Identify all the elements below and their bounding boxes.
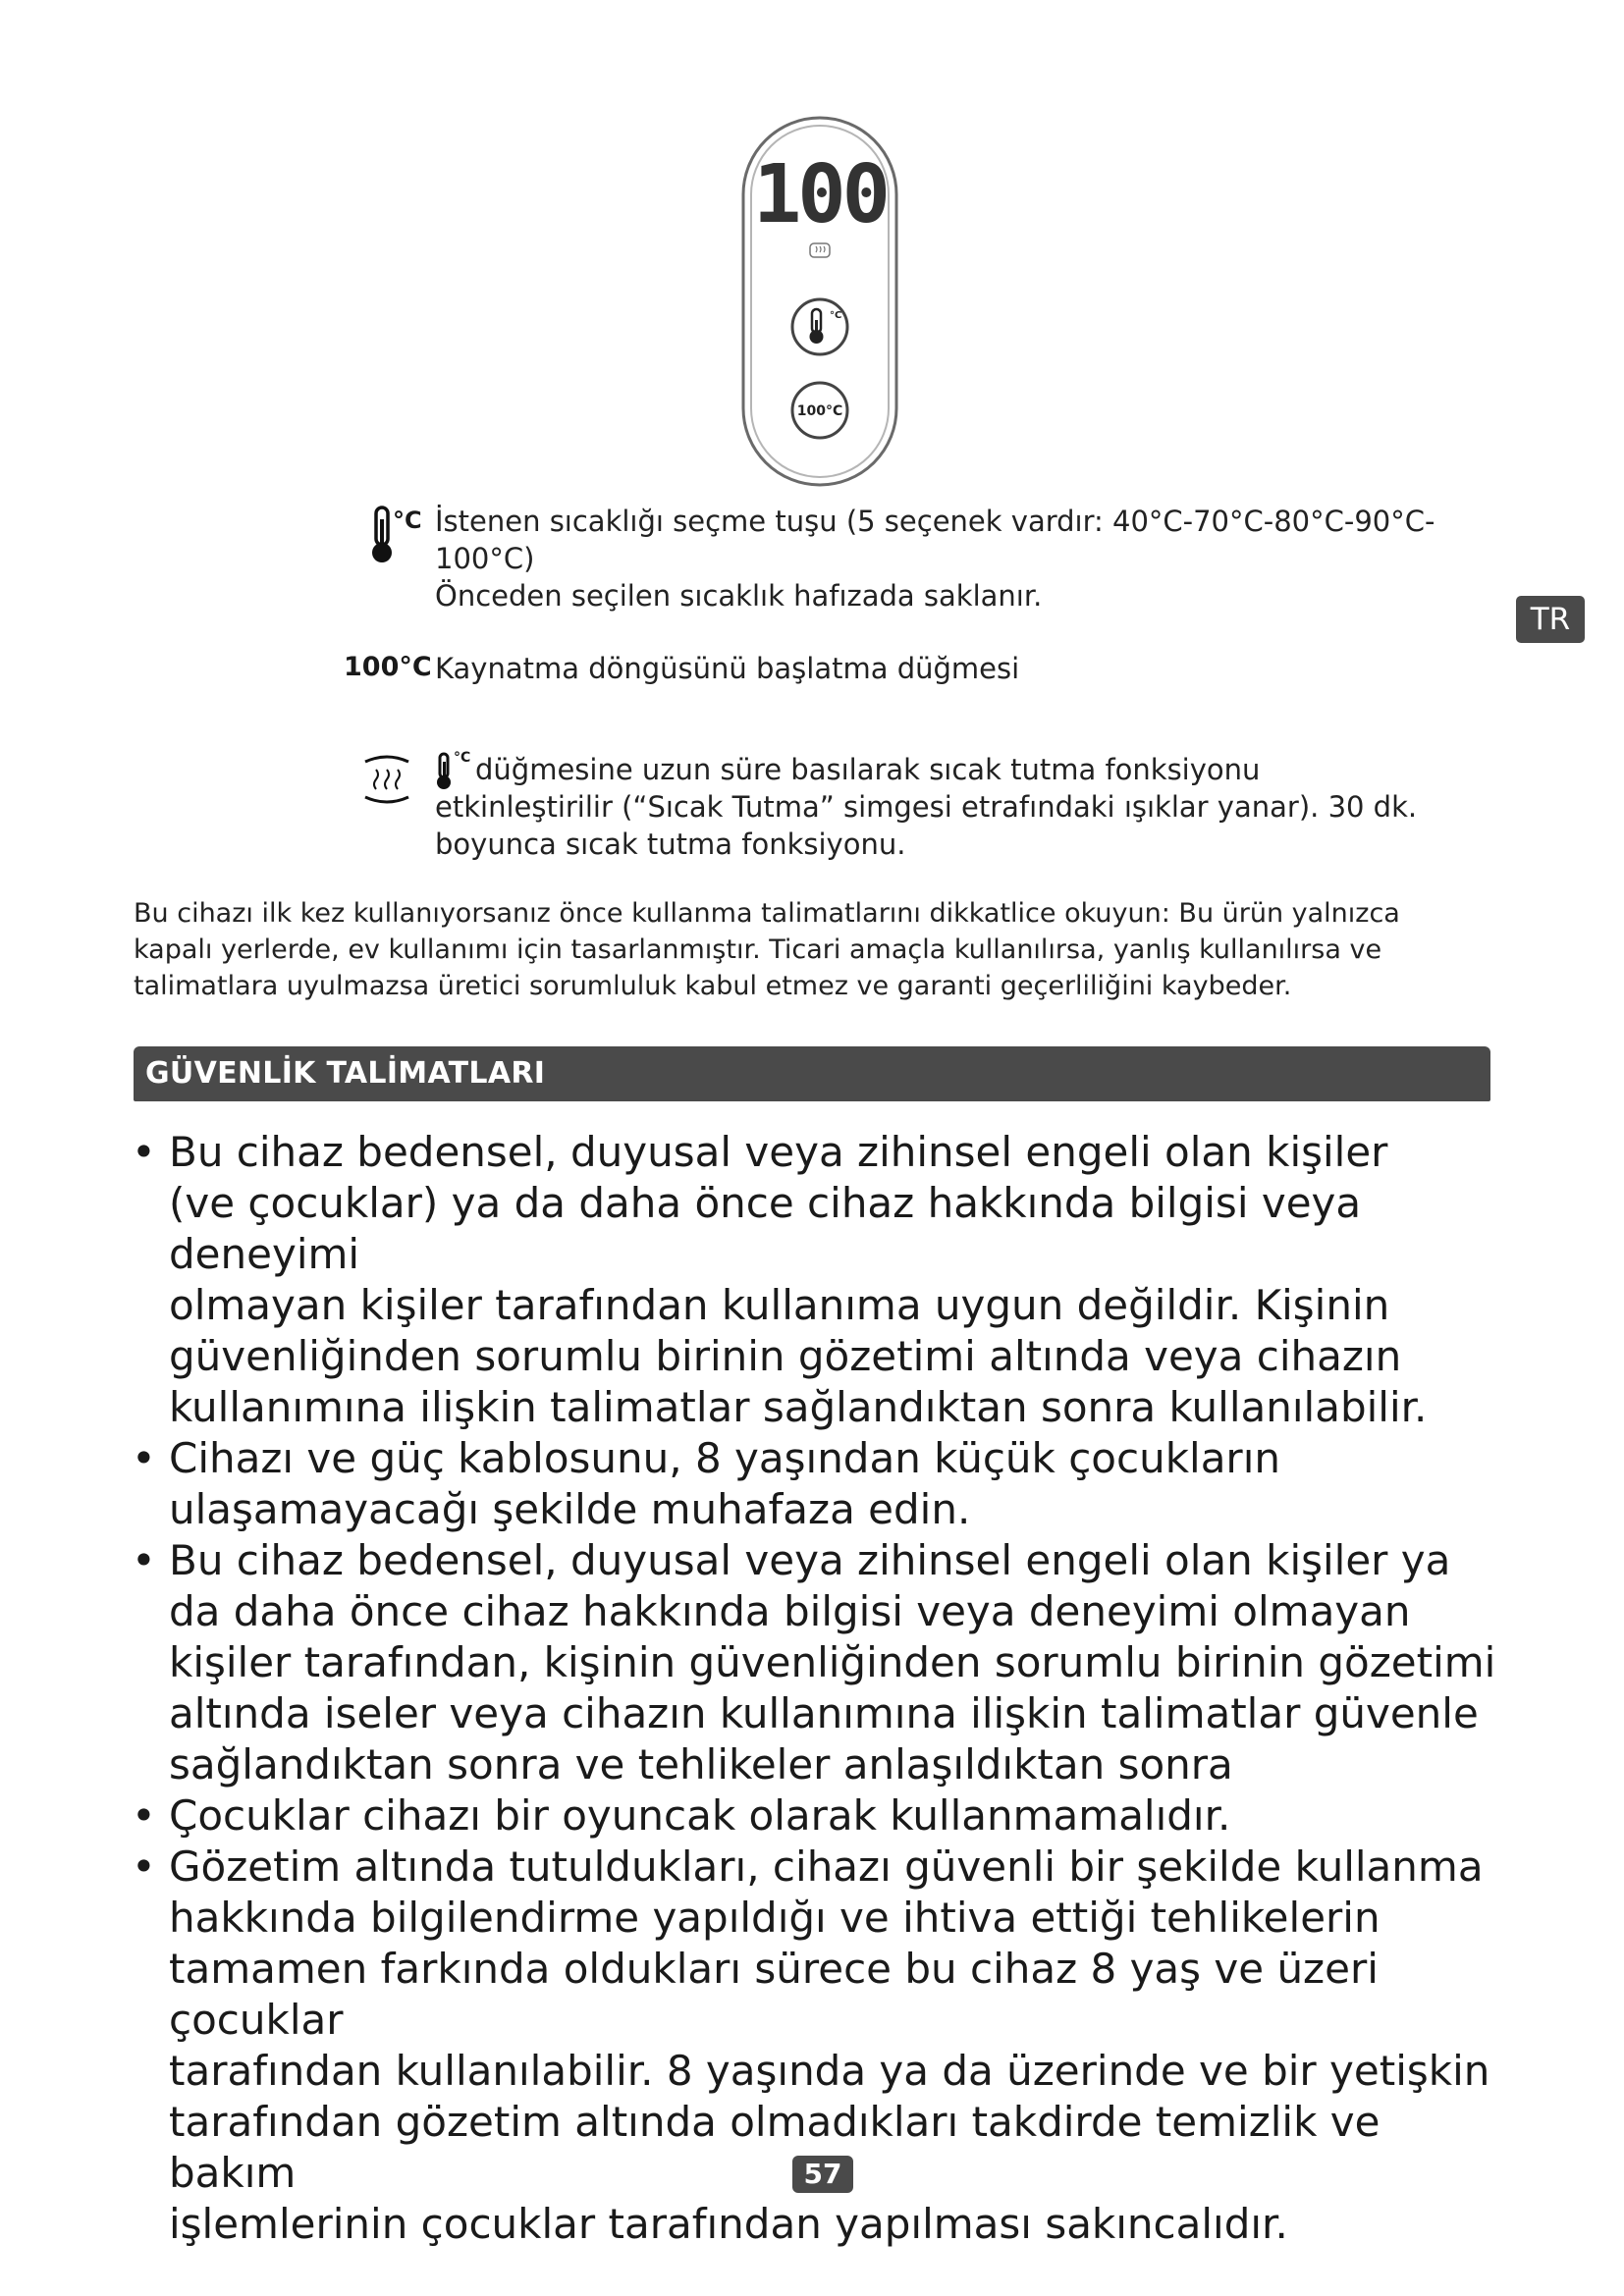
safety-instruction-line: kullanımına ilişkin talimatlar sağlandıktan sonra kullanılabilir. [169, 1383, 1428, 1431]
temp-select-description-line1: İstenen sıcaklığı seçme tuşu (5 seçenek vardır: 40°C-70°C-80°C-90°C- [435, 505, 1435, 538]
thermometer-unit-label: °C [830, 310, 842, 321]
keep-warm-description-line3: boyunca sıcak tutma fonksiyonu. [435, 828, 906, 861]
keep-warm-description-line2: etkinleştirilir (“Sıcak Tutma” simgesi etrafındaki ışıklar yanar). 30 dk. [435, 790, 1418, 824]
safety-instruction-line: hakkında bilgilendirme yapıldığı ve ihtiva ettiği tehlikelerin [169, 1894, 1380, 1942]
language-tab: TR [1516, 596, 1585, 643]
safety-instruction-line: Bu cihaz bedensel, duyusal veya zihinsel engeli olan kişiler [169, 1128, 1388, 1176]
boil-label: 100°C [344, 652, 432, 682]
thermometer-unit-label: °C [393, 507, 422, 534]
bullet-marker: • [132, 1128, 156, 1176]
thermometer-unit-label: °C [454, 750, 471, 766]
intro-line: talimatlara uyulmazsa üretici sorumluluk kabul etmez ve garanti geçerliliğini kaybeder. [134, 971, 1292, 1001]
boil-button-label: 100°C [796, 403, 843, 419]
temperature-select-button[interactable] [792, 299, 847, 354]
page-number: 57 [792, 2156, 853, 2193]
safety-instruction-item [130, 1535, 1504, 1790]
safety-instruction-line: Bu cihaz bedensel, duyusal veya zihinsel engeli olan kişiler ya [169, 1536, 1451, 1584]
safety-instruction-line: güvenliğinden sorumlu birinin gözetimi altında veya cihazın [169, 1332, 1402, 1380]
safety-instruction-item [130, 1433, 1504, 1535]
display-digits: 100 [752, 148, 888, 241]
safety-instruction-line: (ve çocuklar) ya da daha önce cihaz hakkında bilgisi veya deneyimi [169, 1179, 1362, 1278]
safety-instruction-item [130, 1127, 1504, 1433]
safety-instruction-line: işlemlerinin çocuklar tarafından yapılması sakıncalıdır. [169, 2200, 1288, 2248]
safety-instruction-line: tarafından gözetim altında olmadıkları takdirde temizlik ve bakım [169, 2098, 1380, 2197]
safety-instruction-line: Cihazı ve güç kablosunu, 8 yaşından küçük çocukların [169, 1434, 1280, 1482]
safety-instruction-line: altında iseler veya cihazın kullanımına ilişkin talimatlar güvenle [169, 1689, 1479, 1737]
safety-instruction-line: sağlandıktan sonra ve tehlikeler anlaşıldıktan sonra [169, 1740, 1233, 1789]
safety-instruction-line: tarafından kullanılabilir. 8 yaşında ya da üzerinde ve bir yetişkin [169, 2047, 1490, 2095]
section-title: GÜVENLİK TALİMATLARI [134, 1046, 1490, 1101]
bullet-marker: • [132, 1842, 156, 1891]
boil-description: Kaynatma döngüsünü başlatma düğmesi [435, 652, 1020, 685]
safety-instruction-line: Çocuklar cihazı bir oyuncak olarak kullanmamalıdır. [169, 1791, 1231, 1840]
bullet-marker: • [132, 1791, 156, 1840]
safety-instruction-line: olmayan kişiler tarafından kullanıma uygun değildir. Kişinin [169, 1281, 1390, 1329]
temp-select-description-line3: Önceden seçilen sıcaklık hafızada saklanır. [435, 579, 1043, 613]
boil-button[interactable] [792, 383, 847, 438]
temp-select-description-line2: 100°C) [435, 542, 535, 575]
safety-instruction-line: Gözetim altında tutuldukları, cihazı güvenli bir şekilde kullanma [169, 1842, 1484, 1891]
keep-warm-description-line1: düğmesine uzun süre basılarak sıcak tutma fonksiyonu [475, 753, 1261, 786]
intro-line: Bu cihazı ilk kez kullanıyorsanız önce kullanma talimatlarını dikkatlice okuyun: Bu ürün yalnızca [134, 898, 1400, 929]
bullet-marker: • [132, 1434, 156, 1482]
safety-instruction-line: da daha önce cihaz hakkında bilgisi veya deneyimi olmayan [169, 1587, 1411, 1635]
kettle-control-panel-illustration [741, 116, 898, 487]
intro-line: kapalı yerlerde, ev kullanımı için tasarlanmıştır. Ticari amaçla kullanılırsa, yanlış kullanılırsa ve [134, 934, 1382, 965]
safety-instructions-list [130, 1127, 1504, 2250]
safety-instruction-line: kişiler tarafından, kişinin güvenliğinden sorumlu birinin gözetimi [169, 1638, 1496, 1686]
safety-instruction-line: tamamen farkında oldukları sürece bu cihaz 8 yaş ve üzeri çocuklar [169, 1945, 1379, 2044]
keep-warm-icon [359, 754, 414, 805]
safety-instruction-item [130, 1790, 1504, 1842]
bullet-marker: • [132, 1536, 156, 1584]
safety-instruction-line: ulaşamayacağı şekilde muhafaza edin. [169, 1485, 971, 1533]
intro-paragraph [134, 895, 1489, 1004]
